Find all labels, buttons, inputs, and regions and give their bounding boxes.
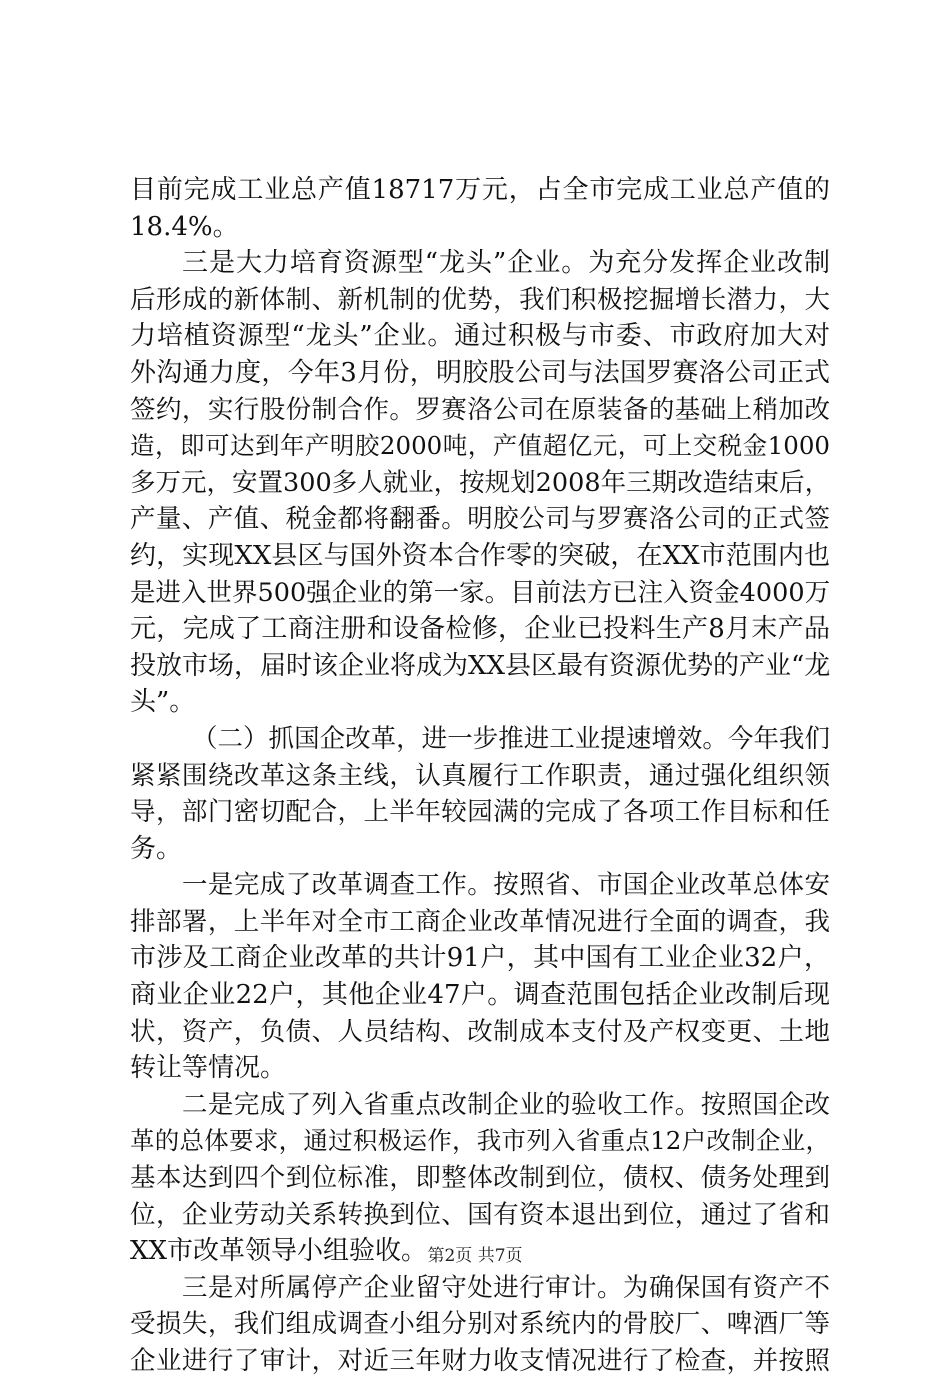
text-line: 排部署，上半年对全市工商企业改革情况进行全面的调查，我 xyxy=(130,906,830,937)
text-line: 二是完成了列入省重点改制企业的验收工作。按照国企改 xyxy=(182,1089,830,1120)
text-line: 力培植资源型“龙头”企业。通过积极与市委、市政府加大对 xyxy=(130,321,830,352)
text-line: 外沟通力度，今年3月份，明胶股公司与法国罗赛洛公司正式 xyxy=(130,357,830,388)
text-line: 后形成的新体制、新机制的优势，我们积极挖掘增长潜力，大 xyxy=(130,284,830,315)
text-line: 三是对所属停产企业留守处进行审计。为确保国有资产不 xyxy=(182,1272,830,1303)
text-line: 位，企业劳动关系转换到位、国有资本退出到位，通过了省和 xyxy=(130,1199,830,1230)
text-line: 一是完成了改革调查工作。按照省、市国企业改革总体安 xyxy=(182,870,830,901)
text-line: 商业企业22户，其他企业47户。调查范围包括企业改制后现 xyxy=(130,980,830,1011)
text-line: （二）抓国企改革，进一步推进工业提速增效。今年我们 xyxy=(192,723,830,754)
text-line: 基本达到四个到位标准，即整体改制到位，债权、债务处理到 xyxy=(130,1163,830,1194)
text-line: 约，实现XX县区与国外资本合作零的突破，在XX市范围内也 xyxy=(130,540,830,571)
text-line: 签约，实行股份制合作。罗赛洛公司在原装备的基础上稍加改 xyxy=(130,394,830,425)
text-line: 状，资产，负债、人员结构、改制成本支付及产权变更、土地 xyxy=(130,1016,830,1047)
text-line: 市涉及工商企业改革的共计91户，其中国有工业企业32户， xyxy=(130,943,830,974)
text-line: 紧紧围绕改革这条主线，认真履行工作职责，通过强化组织领 xyxy=(130,760,830,791)
text-line: 多万元，安置300多人就业，按规划2008年三期改造结束后， xyxy=(130,467,831,498)
text-line: 目前完成工业总产值18717万元，占全市完成工业总产值的 xyxy=(130,175,830,205)
text-line: 18.4%。 xyxy=(130,211,239,242)
text-line: 头”。 xyxy=(130,687,196,718)
text-line: XX市改革领导小组验收。 xyxy=(130,1236,428,1267)
text-line: 产量、产值、税金都将翻番。明胶公司与罗赛洛公司的正式签 xyxy=(130,504,830,535)
text-line: 企业进行了审计，对近三年财力收支情况进行了检查，并按照 xyxy=(130,1346,830,1376)
text-line: 造，即可达到年产明胶2000吨，产值超亿元，可上交税金1000 xyxy=(130,431,830,461)
page-footer xyxy=(0,1244,950,1268)
text-line: 转让等情况。 xyxy=(130,1053,287,1084)
page-number-label: 第2页 共7页 xyxy=(427,1246,523,1266)
text-line: 是进入世界500强企业的第一家。目前法方已注入资金4000万 xyxy=(130,577,831,608)
text-line: 投放市场，届时该企业将成为XX县区最有资源优势的产业“龙 xyxy=(130,650,831,681)
text-line: 革的总体要求，通过积极运作，我市列入省重点12户改制企业， xyxy=(130,1126,830,1156)
text-line: 元，完成了工商注册和设备检修，企业已投料生产8月末产品 xyxy=(130,614,830,645)
text-line: 导，部门密切配合，上半年较园满的完成了各项工作目标和任 xyxy=(130,797,830,828)
text-line: 受损失，我们组成调查小组分别对系统内的骨胶厂、啤酒厂等 xyxy=(130,1309,830,1340)
document-body xyxy=(130,172,830,1380)
text-line: 务。 xyxy=(130,833,183,864)
text-line: 三是大力培育资源型“龙头”企业。为充分发挥企业改制 xyxy=(182,248,830,279)
